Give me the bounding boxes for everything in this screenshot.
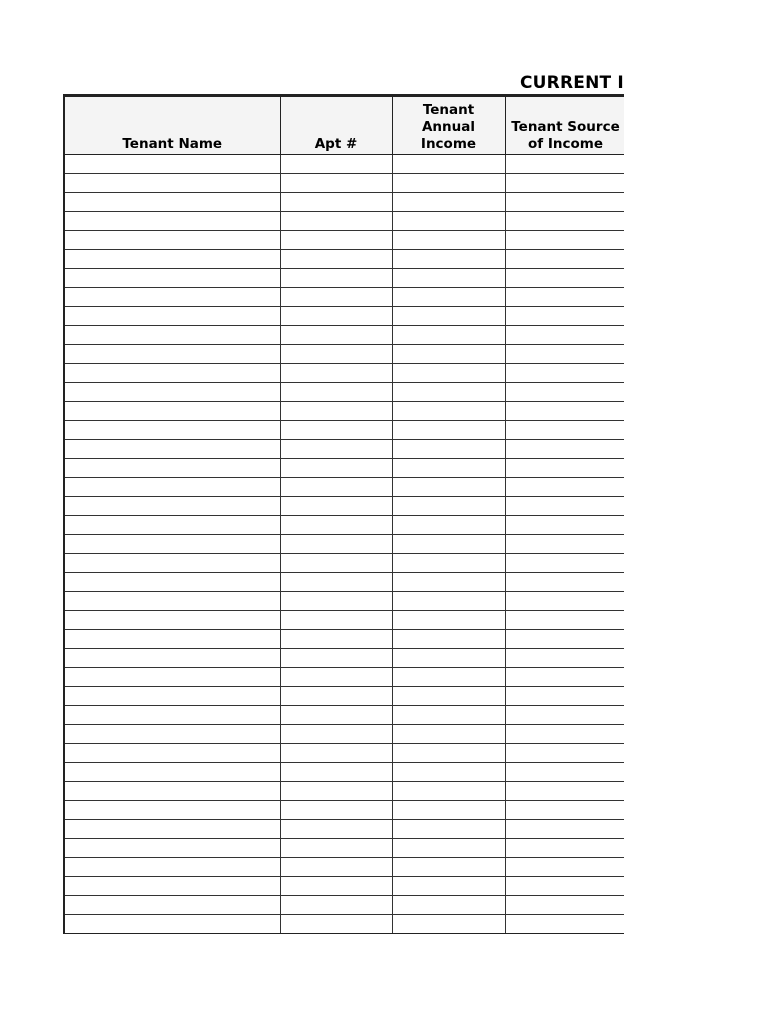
cell-tenant-name[interactable] <box>64 554 280 573</box>
table-row <box>64 744 624 763</box>
cell-annual-income[interactable] <box>392 440 505 459</box>
table-row <box>64 383 624 402</box>
col-header-annual-income: Tenant Annual Income <box>392 96 505 155</box>
cell-annual-income[interactable] <box>392 839 505 858</box>
cell-source-of-income[interactable] <box>505 155 624 174</box>
table-row <box>64 174 624 193</box>
cell-annual-income[interactable] <box>392 858 505 877</box>
cell-source-of-income[interactable] <box>505 801 624 820</box>
table-row <box>64 630 624 649</box>
table-row <box>64 459 624 478</box>
cell-tenant-name[interactable] <box>64 801 280 820</box>
cell-source-of-income[interactable] <box>505 421 624 440</box>
cell-tenant-name[interactable] <box>64 231 280 250</box>
cell-apt[interactable] <box>280 592 392 611</box>
cell-source-of-income[interactable] <box>505 649 624 668</box>
table-row <box>64 687 624 706</box>
cell-tenant-name[interactable] <box>64 896 280 915</box>
table-row <box>64 326 624 345</box>
cell-apt[interactable] <box>280 554 392 573</box>
cell-apt[interactable] <box>280 649 392 668</box>
cell-tenant-name[interactable] <box>64 497 280 516</box>
cell-annual-income[interactable] <box>392 725 505 744</box>
cell-apt[interactable] <box>280 288 392 307</box>
sheet-title: CURRENT I <box>520 73 624 93</box>
cell-source-of-income[interactable] <box>505 706 624 725</box>
cell-tenant-name[interactable] <box>64 725 280 744</box>
table-row <box>64 212 624 231</box>
cell-apt[interactable] <box>280 858 392 877</box>
cell-annual-income[interactable] <box>392 383 505 402</box>
cell-annual-income[interactable] <box>392 687 505 706</box>
cell-annual-income[interactable] <box>392 212 505 231</box>
cell-apt[interactable] <box>280 497 392 516</box>
cell-apt[interactable] <box>280 820 392 839</box>
cell-annual-income[interactable] <box>392 402 505 421</box>
cell-tenant-name[interactable] <box>64 839 280 858</box>
header-row <box>64 96 624 155</box>
cell-annual-income[interactable] <box>392 516 505 535</box>
cell-tenant-name[interactable] <box>64 212 280 231</box>
cell-apt[interactable] <box>280 212 392 231</box>
cell-tenant-name[interactable] <box>64 345 280 364</box>
cell-tenant-name[interactable] <box>64 573 280 592</box>
col-header-tenant-name: Tenant Name <box>64 96 280 155</box>
cell-source-of-income[interactable] <box>505 231 624 250</box>
cell-apt[interactable] <box>280 307 392 326</box>
cell-apt[interactable] <box>280 516 392 535</box>
cell-annual-income[interactable] <box>392 421 505 440</box>
cell-apt[interactable] <box>280 573 392 592</box>
cell-apt[interactable] <box>280 459 392 478</box>
cell-source-of-income[interactable] <box>505 915 624 934</box>
table-row <box>64 440 624 459</box>
table-row <box>64 706 624 725</box>
cell-apt[interactable] <box>280 535 392 554</box>
cell-apt[interactable] <box>280 402 392 421</box>
cell-source-of-income[interactable] <box>505 725 624 744</box>
cell-tenant-name[interactable] <box>64 174 280 193</box>
table-row <box>64 877 624 896</box>
cell-source-of-income[interactable] <box>505 535 624 554</box>
cell-source-of-income[interactable] <box>505 212 624 231</box>
tenant-income-sheet <box>63 94 624 949</box>
cell-apt[interactable] <box>280 801 392 820</box>
cell-annual-income[interactable] <box>392 611 505 630</box>
table-row <box>64 554 624 573</box>
cell-tenant-name[interactable] <box>64 535 280 554</box>
cell-tenant-name[interactable] <box>64 288 280 307</box>
table-body <box>64 155 624 934</box>
cell-tenant-name[interactable] <box>64 706 280 725</box>
cell-source-of-income[interactable] <box>505 820 624 839</box>
cell-apt[interactable] <box>280 630 392 649</box>
cell-annual-income[interactable] <box>392 592 505 611</box>
cell-annual-income[interactable] <box>392 288 505 307</box>
cell-source-of-income[interactable] <box>505 763 624 782</box>
cell-annual-income[interactable] <box>392 345 505 364</box>
table-row <box>64 231 624 250</box>
cell-source-of-income[interactable] <box>505 554 624 573</box>
cell-annual-income[interactable] <box>392 630 505 649</box>
cell-tenant-name[interactable] <box>64 440 280 459</box>
table-row <box>64 611 624 630</box>
cell-source-of-income[interactable] <box>505 345 624 364</box>
table-row <box>64 535 624 554</box>
table-row <box>64 896 624 915</box>
cell-annual-income[interactable] <box>392 250 505 269</box>
cell-annual-income[interactable] <box>392 459 505 478</box>
cell-source-of-income[interactable] <box>505 592 624 611</box>
table-row <box>64 725 624 744</box>
cell-source-of-income[interactable] <box>505 440 624 459</box>
cell-apt[interactable] <box>280 383 392 402</box>
cell-tenant-name[interactable] <box>64 193 280 212</box>
cell-apt[interactable] <box>280 782 392 801</box>
cell-apt[interactable] <box>280 269 392 288</box>
table-row <box>64 402 624 421</box>
cell-source-of-income[interactable] <box>505 459 624 478</box>
cell-apt[interactable] <box>280 174 392 193</box>
cell-source-of-income[interactable] <box>505 573 624 592</box>
cell-annual-income[interactable] <box>392 193 505 212</box>
cell-annual-income[interactable] <box>392 174 505 193</box>
table-row <box>64 573 624 592</box>
cell-annual-income[interactable] <box>392 744 505 763</box>
cell-annual-income[interactable] <box>392 573 505 592</box>
cell-source-of-income[interactable] <box>505 858 624 877</box>
cell-tenant-name[interactable] <box>64 820 280 839</box>
cell-annual-income[interactable] <box>392 478 505 497</box>
cell-annual-income[interactable] <box>392 155 505 174</box>
cell-apt[interactable] <box>280 839 392 858</box>
col-header-source-of-income: Tenant Source of Income <box>505 96 624 155</box>
cell-apt[interactable] <box>280 326 392 345</box>
cell-apt[interactable] <box>280 193 392 212</box>
cell-source-of-income[interactable] <box>505 307 624 326</box>
cell-tenant-name[interactable] <box>64 402 280 421</box>
cell-apt[interactable] <box>280 763 392 782</box>
cell-apt[interactable] <box>280 155 392 174</box>
cell-annual-income[interactable] <box>392 326 505 345</box>
table-row <box>64 478 624 497</box>
tenant-table <box>63 94 624 934</box>
table-row <box>64 155 624 174</box>
cell-tenant-name[interactable] <box>64 326 280 345</box>
table-row <box>64 307 624 326</box>
cell-source-of-income[interactable] <box>505 896 624 915</box>
table-row <box>64 364 624 383</box>
cell-apt[interactable] <box>280 744 392 763</box>
table-row <box>64 497 624 516</box>
cell-apt[interactable] <box>280 421 392 440</box>
cell-tenant-name[interactable] <box>64 459 280 478</box>
table-row <box>64 782 624 801</box>
cell-source-of-income[interactable] <box>505 174 624 193</box>
cell-annual-income[interactable] <box>392 535 505 554</box>
cell-source-of-income[interactable] <box>505 364 624 383</box>
cell-source-of-income[interactable] <box>505 193 624 212</box>
cell-annual-income[interactable] <box>392 782 505 801</box>
cell-annual-income[interactable] <box>392 269 505 288</box>
cell-source-of-income[interactable] <box>505 402 624 421</box>
title-clip <box>400 70 624 96</box>
cell-apt[interactable] <box>280 668 392 687</box>
table-row <box>64 820 624 839</box>
cell-tenant-name[interactable] <box>64 155 280 174</box>
cell-tenant-name[interactable] <box>64 649 280 668</box>
cell-tenant-name[interactable] <box>64 478 280 497</box>
cell-tenant-name[interactable] <box>64 307 280 326</box>
cell-apt[interactable] <box>280 725 392 744</box>
cell-tenant-name[interactable] <box>64 516 280 535</box>
cell-tenant-name[interactable] <box>64 383 280 402</box>
cell-apt[interactable] <box>280 611 392 630</box>
cell-annual-income[interactable] <box>392 649 505 668</box>
cell-source-of-income[interactable] <box>505 269 624 288</box>
cell-apt[interactable] <box>280 250 392 269</box>
table-row <box>64 801 624 820</box>
cell-annual-income[interactable] <box>392 763 505 782</box>
cell-tenant-name[interactable] <box>64 250 280 269</box>
cell-annual-income[interactable] <box>392 554 505 573</box>
cell-annual-income[interactable] <box>392 820 505 839</box>
cell-annual-income[interactable] <box>392 877 505 896</box>
cell-source-of-income[interactable] <box>505 288 624 307</box>
cell-apt[interactable] <box>280 345 392 364</box>
cell-tenant-name[interactable] <box>64 611 280 630</box>
cell-tenant-name[interactable] <box>64 858 280 877</box>
cell-source-of-income[interactable] <box>505 630 624 649</box>
cell-source-of-income[interactable] <box>505 516 624 535</box>
cell-apt[interactable] <box>280 440 392 459</box>
cell-tenant-name[interactable] <box>64 421 280 440</box>
table-row <box>64 915 624 934</box>
cell-source-of-income[interactable] <box>505 744 624 763</box>
cell-tenant-name[interactable] <box>64 763 280 782</box>
cell-apt[interactable] <box>280 231 392 250</box>
cell-annual-income[interactable] <box>392 364 505 383</box>
cell-tenant-name[interactable] <box>64 668 280 687</box>
table-row <box>64 592 624 611</box>
cell-source-of-income[interactable] <box>505 383 624 402</box>
cell-source-of-income[interactable] <box>505 611 624 630</box>
cell-source-of-income[interactable] <box>505 782 624 801</box>
cell-tenant-name[interactable] <box>64 782 280 801</box>
table-row <box>64 421 624 440</box>
cell-annual-income[interactable] <box>392 497 505 516</box>
cell-annual-income[interactable] <box>392 668 505 687</box>
cell-annual-income[interactable] <box>392 231 505 250</box>
cell-source-of-income[interactable] <box>505 687 624 706</box>
table-row <box>64 269 624 288</box>
cell-annual-income[interactable] <box>392 896 505 915</box>
cell-source-of-income[interactable] <box>505 497 624 516</box>
cell-apt[interactable] <box>280 687 392 706</box>
table-row <box>64 858 624 877</box>
cell-source-of-income[interactable] <box>505 478 624 497</box>
table-row <box>64 839 624 858</box>
cell-apt[interactable] <box>280 877 392 896</box>
cell-apt[interactable] <box>280 896 392 915</box>
cell-source-of-income[interactable] <box>505 877 624 896</box>
cell-tenant-name[interactable] <box>64 269 280 288</box>
table-row <box>64 250 624 269</box>
cell-annual-income[interactable] <box>392 307 505 326</box>
cell-source-of-income[interactable] <box>505 250 624 269</box>
table-row <box>64 668 624 687</box>
cell-apt[interactable] <box>280 364 392 383</box>
cell-annual-income[interactable] <box>392 915 505 934</box>
table-row <box>64 516 624 535</box>
cell-tenant-name[interactable] <box>64 630 280 649</box>
cell-apt[interactable] <box>280 706 392 725</box>
cell-tenant-name[interactable] <box>64 915 280 934</box>
cell-annual-income[interactable] <box>392 801 505 820</box>
cell-annual-income[interactable] <box>392 706 505 725</box>
table-row <box>64 649 624 668</box>
table-row <box>64 345 624 364</box>
table-row <box>64 288 624 307</box>
table-row <box>64 763 624 782</box>
cell-tenant-name[interactable] <box>64 687 280 706</box>
cell-source-of-income[interactable] <box>505 839 624 858</box>
cell-tenant-name[interactable] <box>64 592 280 611</box>
cell-tenant-name[interactable] <box>64 364 280 383</box>
cell-tenant-name[interactable] <box>64 877 280 896</box>
col-header-apt: Apt # <box>280 96 392 155</box>
cell-source-of-income[interactable] <box>505 668 624 687</box>
cell-source-of-income[interactable] <box>505 326 624 345</box>
cell-apt[interactable] <box>280 915 392 934</box>
cell-tenant-name[interactable] <box>64 744 280 763</box>
cell-apt[interactable] <box>280 478 392 497</box>
table-row <box>64 193 624 212</box>
